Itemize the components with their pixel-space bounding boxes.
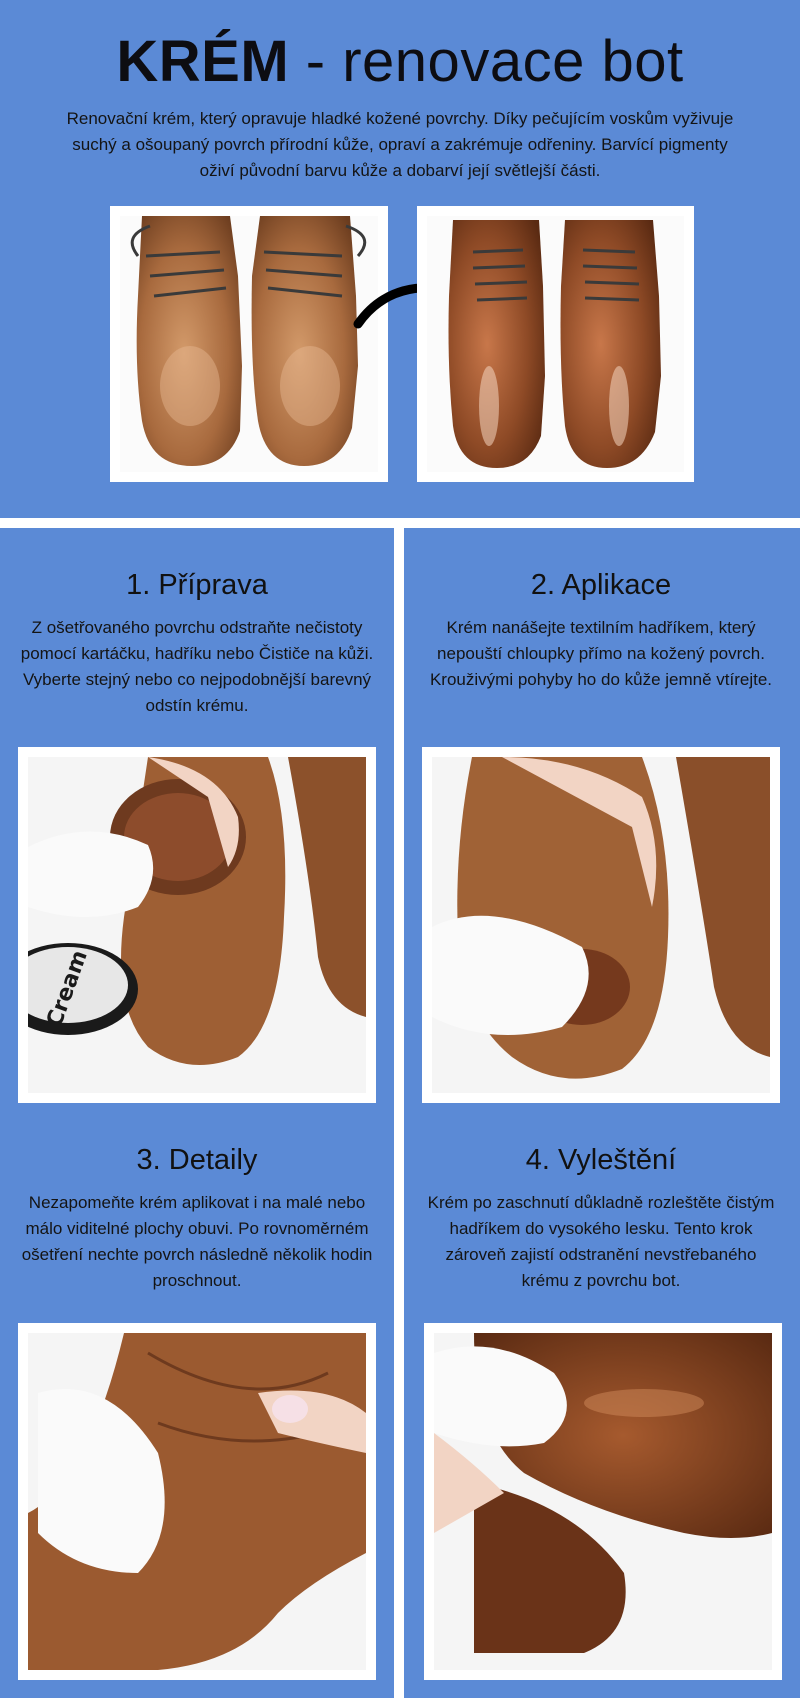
step-1-text: Z ošetřovaného povrchu odstraňte nečistoty pomocí kartáčku, hadříku nebo Čističe na kůži. Vyberte stejný nebo co nejpodobnější barevný odstín krému. bbox=[20, 618, 374, 715]
step-2-photo bbox=[422, 747, 780, 1103]
cleaning-shoe-image bbox=[28, 757, 366, 1093]
step-4-photo bbox=[424, 1323, 782, 1680]
step-4-title: 4. Vyleštění bbox=[525, 1144, 677, 1176]
intro-text: Renovační krém, který opravuje hladké kožené povrchy. Díky pečujícím voskům vyživuje suchý a ošoupaný povrch přírodní kůže, opraví a zakrémuje odřeniny. Barvící pigmenty oživí původní barvu kůže a dobarví její světlejší části. bbox=[66, 109, 734, 180]
title-rest: - renovace bot bbox=[289, 29, 684, 94]
step-3-photo bbox=[18, 1323, 376, 1680]
step-4-text: Krém po zaschnutí důkladně rozleštěte čistým hadříkem do vysokého lesku. Tento krok zároveň zajistí odstranění nevstřebaného krému z povrchu bot. bbox=[427, 1193, 775, 1290]
title-bold: KRÉM bbox=[116, 29, 290, 94]
horizontal-divider bbox=[0, 518, 800, 528]
applying-cream-image bbox=[432, 757, 770, 1093]
step-1-title: 1. Příprava bbox=[126, 569, 268, 601]
vertical-divider bbox=[394, 528, 404, 1698]
jar-label: Cream bbox=[42, 947, 93, 1031]
after-photo bbox=[417, 206, 694, 482]
renovated-shoes-image bbox=[427, 216, 684, 472]
before-photo bbox=[110, 206, 388, 482]
step-2-text: Krém nanášejte textilním hadříkem, který nepouští chloupky přímo na kožený povrch. Krouživými pohyby ho do kůže jemně vtírejte. bbox=[429, 618, 773, 689]
step-2-title: 2. Aplikace bbox=[530, 569, 672, 601]
step-1-photo bbox=[18, 747, 376, 1103]
step-3-text: Nezapomeňte krém aplikovat i na malé nebo málo viditelné plochy obuvi. Po rovnoměrném ošetření nechte povrch následně několik hodin proschnout. bbox=[21, 1193, 373, 1290]
worn-shoes-image bbox=[120, 216, 378, 472]
step-3-title: 3. Detaily bbox=[136, 1144, 258, 1176]
header-section bbox=[0, 0, 800, 518]
polishing-shoe-image bbox=[434, 1333, 772, 1670]
page-title bbox=[0, 28, 800, 96]
detail-care-image bbox=[28, 1333, 366, 1670]
